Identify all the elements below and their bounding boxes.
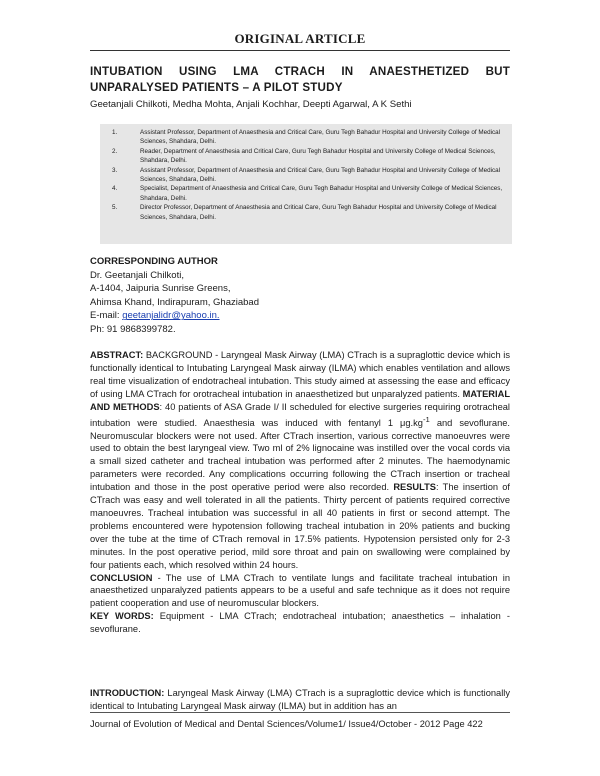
results-label: RESULTS xyxy=(393,482,437,493)
methods-label: MATERIAL AND METHODS xyxy=(90,388,510,412)
article-type-label: ORIGINAL ARTICLE xyxy=(234,31,366,46)
article-title: INTUBATION USING LMA CTRACH IN ANAESTHETIZED BUT UNPARALYSED PATIENTS – A PILOT STUDY xyxy=(90,65,510,94)
affiliation-item xyxy=(112,203,507,222)
methods-text-2: and sevoflurane. Neuromuscular blockers were not used. After CTrach insertion, various corrective manoeuvres were used to obtain the best laryngeal view. Two ml of 2% lignocaine was instilled over the vocal cords via a small sized catheter and tracheal intubation was performed after 2 minutes. The haemodynamic parameters were recorded. Any complications occurring following the CTrach insertion or tracheal intubation and those in the post operative period were also recorded. xyxy=(90,417,510,493)
introduction-label: INTRODUCTION: xyxy=(90,688,165,698)
keywords-paragraph xyxy=(90,610,510,636)
methods-text-1: : 40 patients of ASA Grade I/ II scheduled for elective surgeries requiring orotracheal intubation were studied. Anaesthesia was induced with fentanyl 1 μg.kg xyxy=(90,401,510,428)
affiliation-text: Reader, Department of Anaesthesia and Critical Care, Guru Tegh Bahadur Hospital and University College of Medical Sciences, Shahdara, Delhi. xyxy=(140,147,496,165)
affiliation-number: 4. xyxy=(112,185,118,193)
affiliation-number: 5. xyxy=(112,204,118,212)
keywords-text: Equipment - LMA CTrach; endotracheal intubation; anaesthetics – inhalation - sevoflurane. xyxy=(90,611,510,635)
keywords-label: KEY WORDS: xyxy=(90,611,154,622)
article-type-header xyxy=(90,30,510,48)
affiliation-number: 3. xyxy=(112,166,118,174)
introduction-text: Laryngeal Mask Airway (LMA) CTrach is a supraglottic device which is functionally identical to Intubating Laryngeal Mask airway (ILMA) but in addition has an xyxy=(90,688,510,711)
affiliation-text: Director Professor, Department of Anaesthesia and Critical Care, Guru Tegh Bahadur Hospital and University College of Medical Sciences, Shahdara, Delhi. xyxy=(140,204,497,221)
page-footer: Journal of Evolution of Medical and Dental Sciences/Volume1/ Issue4/October - 2012 Page 422 xyxy=(90,719,483,729)
email-line xyxy=(90,309,510,323)
affiliation-item xyxy=(112,166,507,185)
affiliation-text: Assistant Professor, Department of Anaesthesia and Critical Care, Guru Tegh Bahadur Hospital and University College of Medical Sciences, Shahdara, Delhi. xyxy=(140,129,501,146)
affiliation-number: 1. xyxy=(112,129,118,136)
affiliation-item xyxy=(112,147,507,166)
conclusion-text: - The use of LMA CTrach to ventilate lungs and facilitate tracheal intubation in anaesthetized unparalyzed patients appears to be a useful and safe technique as it does not require patient cooperation and use of neuromuscular blockers. xyxy=(90,572,510,609)
email-link[interactable]: geetanjalidr@yahoo.in. xyxy=(122,310,220,322)
conclusion-paragraph xyxy=(90,572,510,611)
affiliation-number: 2. xyxy=(112,147,118,155)
affiliation-item xyxy=(112,184,507,203)
email-label: E-mail: xyxy=(90,310,123,322)
results-text: : The insertion of CTrach was easy and well tolerated in all the patients. Thirty percent of patients required corrective manoeuvres. Tracheal intubation was successful in all 40 patients in first or second attempt. The problems encountered were hypotension following tracheal intubation in 20% patients and bucking over the tube at the time of CTrach removal in 17.5% patients. Hypotension persisted only for 2-3 minutes. In the post operative period, mild sore throat and pain on swallowing were complained by four patients each, which resolved within 24 hours. xyxy=(90,482,511,570)
abstract-section xyxy=(90,349,510,636)
abstract-paragraph xyxy=(90,349,510,572)
methods-superscript: -1 xyxy=(422,414,430,424)
affiliation-text: Specialist, Department of Anaesthesia and Critical Care, Guru Tegh Bahadur Hospital and University College of Medical Sciences, Shahdara, Delhi. xyxy=(140,185,503,202)
corresponding-author-heading: CORRESPONDING AUTHOR xyxy=(90,256,218,267)
affiliation-item xyxy=(112,128,507,147)
corresponding-author-block xyxy=(90,255,510,337)
corresponding-author-name: Dr. Geetanjali Chilkoti, xyxy=(90,269,184,281)
phone-line: Ph: 91 9868399782. xyxy=(90,323,176,335)
affiliations-list xyxy=(112,128,507,222)
introduction-paragraph xyxy=(90,687,510,713)
abstract-background: BACKGROUND - Laryngeal Mask Airway (LMA) CTrach is a supraglottic device which is functionally identical to Intubating Laryngeal Mask airway (ILMA) which enables ventilation and allows real time visualization of endotracheal intubation. This study aimed at assessing the ease and efficacy of using LMA CTrach for orotracheal intubation in anaesthetized but unparalyzed patients. xyxy=(90,350,510,399)
footer-divider xyxy=(90,712,510,713)
header-divider xyxy=(90,50,510,51)
abstract-label: ABSTRACT: xyxy=(90,350,144,360)
address-line-2: Ahimsa Khand, Indirapuram, Ghaziabad xyxy=(90,296,259,308)
author-list: Geetanjali Chilkoti, Medha Mohta, Anjali Kochhar, Deepti Agarwal, A K Sethi xyxy=(90,99,412,110)
affiliation-text: Assistant Professor, Department of Anaesthesia and Critical Care, Guru Tegh Bahadur Hospital and University College of Medical Sciences, Shahdara, Delhi. xyxy=(140,166,501,184)
conclusion-label: CONCLUSION xyxy=(90,572,153,583)
address-line-1: A-1404, Jaipuria Sunrise Greens, xyxy=(90,283,231,295)
